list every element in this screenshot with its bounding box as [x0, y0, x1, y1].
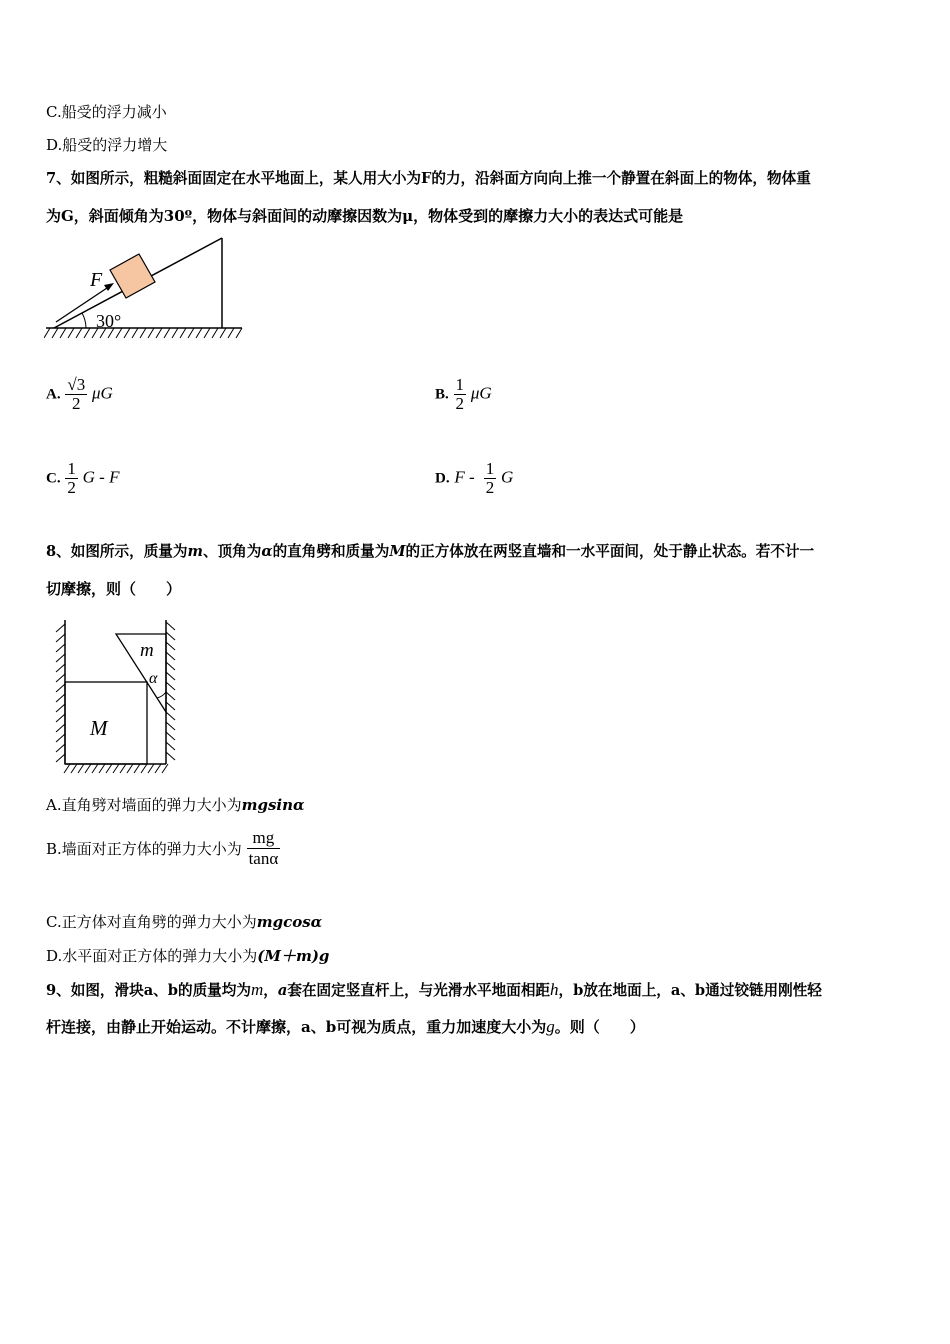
q8-stem-part-a: 8、如图所示，质量为 — [46, 543, 188, 560]
q7-option-c-denominator: 2 — [67, 478, 76, 497]
q8-option-c-text: C.正方体对直角劈的弹力大小为 — [46, 913, 257, 931]
q7-option-d-numerator: 1 — [485, 459, 495, 478]
q7-option-b-numerator: 1 — [455, 375, 465, 394]
q6-option-c: C.船受的浮力减小 — [46, 103, 167, 121]
q8-stem-alpha: α — [261, 543, 273, 560]
q8-stem-part-c: 的直角劈和质量为 — [272, 543, 390, 560]
q9-stem-part-2: ， — [263, 982, 278, 999]
q7-option-b-denominator: 2 — [455, 394, 465, 413]
q9-stem-part-4: ，b放在地面上，a、b通过铰链用刚性轻 — [558, 982, 822, 999]
q9-stem-g: g — [546, 1017, 555, 1036]
q9-stem-part-1: 9、如图，滑块a、b的质量均为 — [46, 982, 251, 999]
q9-stem-part-6: 。则（ ） — [554, 1018, 645, 1036]
q7-stem-line2: 为G，斜面倾角为30º，物体与斜面间的动摩擦因数为μ，物体受到的摩擦力大小的表达式可能是 — [46, 207, 684, 225]
q7-option-d-tail: G — [500, 467, 514, 487]
q8-option-b-denominator: tanα — [248, 849, 279, 868]
q9-stem-line2 — [46, 1017, 645, 1037]
q7-option-a-fraction — [65, 376, 87, 413]
q8-option-b — [46, 828, 280, 869]
q9-stem-m: m — [250, 980, 264, 999]
q8-stem-part-d: 的正方体放在两竖直墙和一水平面间，处于静止状态。若不计一 — [405, 543, 815, 560]
q8-option-b-numerator: mg — [247, 828, 281, 849]
q8-stem-line1 — [46, 542, 814, 562]
q8-option-d — [46, 946, 329, 966]
q7-option-a-numerator: √3 — [67, 375, 86, 394]
q7-option-b-label: B. — [435, 386, 449, 403]
q7-option-c-label: C. — [46, 470, 61, 487]
q8-cube-mass-label: M — [90, 716, 108, 740]
q8-option-a — [46, 795, 305, 815]
q8-alpha-label: α — [149, 670, 158, 687]
q8-stem-line2: 切摩擦，则（ ） — [46, 580, 182, 598]
q7-option-a-tail: μG — [92, 383, 113, 403]
q7-option-d-prefix: F - — [454, 467, 479, 487]
q7-option-a — [46, 376, 113, 413]
q7-option-b — [435, 376, 492, 413]
q8-option-b-fraction — [247, 828, 281, 869]
q8-option-a-math: mgsinα — [241, 796, 305, 814]
q7-option-c-tail: G - F — [82, 467, 120, 487]
q6-option-d: D.船受的浮力增大 — [46, 136, 168, 154]
q8-wedge-cube-figure — [52, 614, 182, 776]
q7-option-b-tail: μG — [470, 383, 492, 403]
q8-stem-part-b: 、顶角为 — [202, 543, 262, 560]
q7-option-c-numerator: 1 — [67, 459, 76, 478]
q7-option-d-fraction — [484, 460, 497, 497]
q7-stem-line1: 7、如图所示，粗糙斜面固定在水平地面上，某人用大小为F的力，沿斜面方向向上推一个静置在斜面上的物体，物体重 — [46, 170, 811, 187]
q7-option-a-label: A. — [46, 386, 61, 403]
q7-option-a-denominator: 2 — [72, 394, 81, 413]
q8-option-d-math: (M＋m)g — [257, 947, 330, 965]
q8-option-d-text: D.水平面对正方体的弹力大小为 — [46, 947, 258, 965]
q8-option-c — [46, 912, 322, 932]
q7-angle-label: 30° — [96, 311, 122, 331]
q8-wedge-mass-label: m — [140, 640, 154, 661]
q9-stem-part-3: 套在固定竖直杆上，与光滑水平地面相距 — [287, 982, 551, 999]
q8-stem-m: m — [187, 543, 203, 560]
q8-option-b-text: B.墙面对正方体的弹力大小为 — [46, 840, 242, 858]
q8-option-a-text: A.直角劈对墙面的弹力大小为 — [46, 796, 242, 814]
q9-stem-line1 — [46, 980, 822, 1001]
q8-option-c-math: mgcosα — [256, 913, 323, 931]
q7-option-c-fraction — [65, 460, 78, 497]
q8-stem-M: M — [389, 543, 406, 560]
q7-incline-figure — [44, 232, 244, 344]
q7-force-label: F — [90, 269, 103, 291]
q7-option-c — [46, 460, 119, 497]
q7-option-d-denominator: 2 — [485, 478, 495, 497]
q9-stem-part-5: 杆连接，由静止开始运动。不计摩擦，a、b可视为质点，重力加速度大小为 — [46, 1018, 547, 1036]
q7-option-d — [435, 460, 513, 497]
q7-option-b-fraction — [454, 376, 467, 413]
q9-stem-a: a — [277, 982, 288, 999]
q9-stem-h: h — [550, 980, 559, 999]
q7-option-d-label: D. — [435, 470, 450, 487]
